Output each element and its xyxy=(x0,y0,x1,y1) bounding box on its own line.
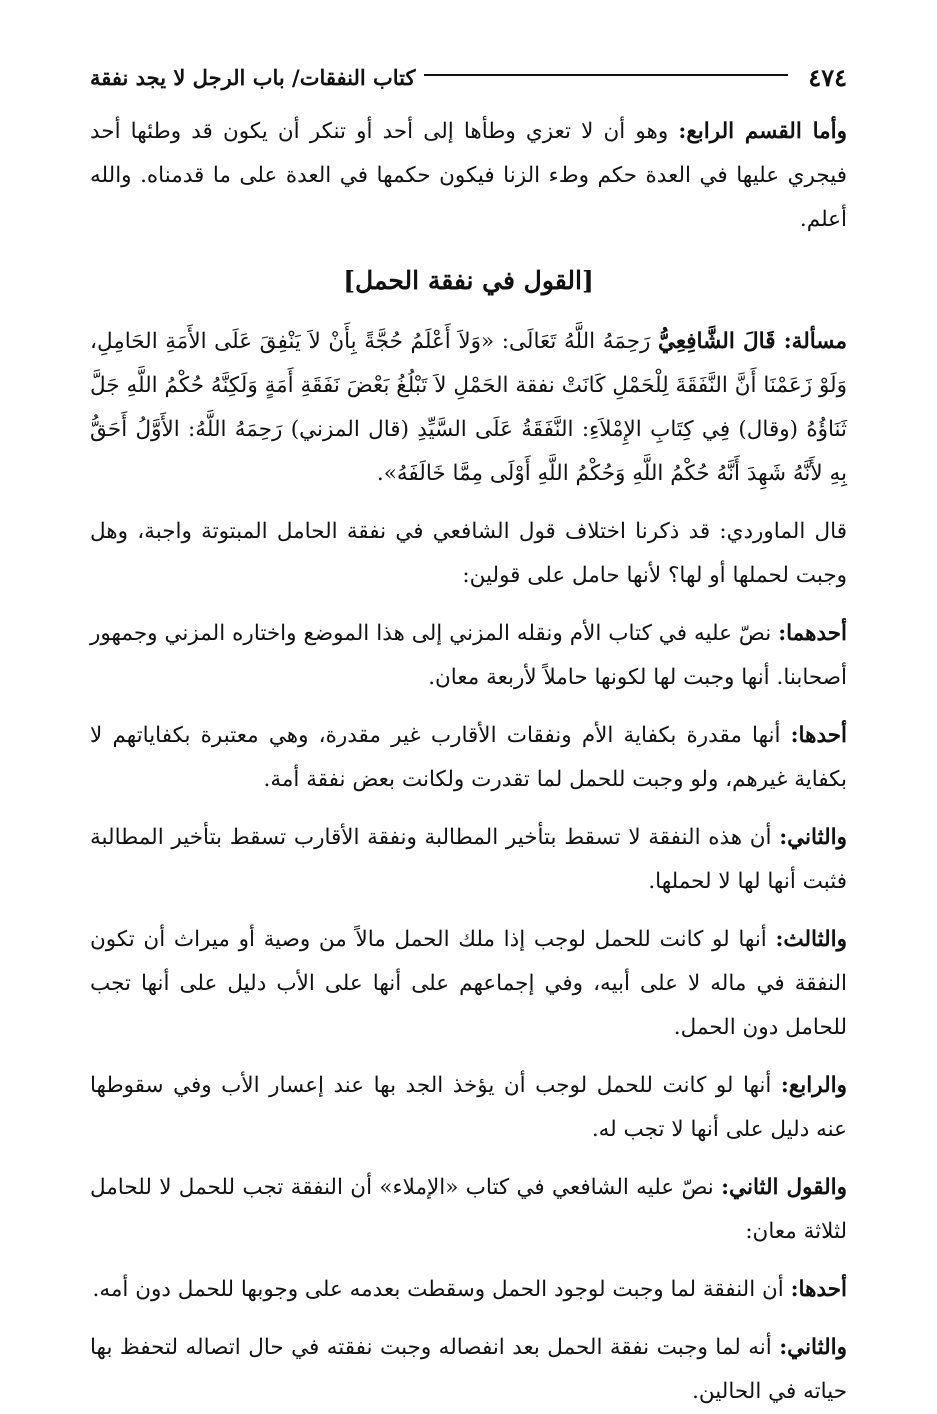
paragraph-text: نصّ عليه في كتاب الأم ونقله المزني إلى هذا الموضع واختاره المزني وجمهور أصحابنا. أنها وجبت لها لكونها حاملاً لأربعة معان. xyxy=(90,621,847,690)
paragraph-text: أنها لو كانت للحمل لوجب أن يؤخذ الجد بها عند إعسار الأب وفي سقوطها عنه دليل على أنها لا تجب له. xyxy=(90,1073,847,1142)
page-body xyxy=(90,110,847,1414)
paragraph-lead: وأما القسم الرابع: xyxy=(678,119,848,144)
paragraph-text: أنها مقدرة بكفاية الأم ونفقات الأقارب غير مقدرة، وهي معتبرة بكفاياتهم لا بكفاية غيرهم، ولو وجبت للحمل لما تقدرت ولكانت بعض نفقة أمة. xyxy=(90,723,847,792)
paragraph-lead: مسألة: قَالَ الشَّافِعِيُّ xyxy=(657,329,847,354)
paragraph xyxy=(90,816,847,904)
paragraph xyxy=(90,1166,847,1254)
paragraph xyxy=(90,1268,847,1312)
paragraph-lead: أحدهما: xyxy=(778,621,847,646)
paragraph-text: قال الماوردي: قد ذكرنا اختلاف قول الشافعي في نفقة الحامل المبتوتة واجبة، وهل وجبت لحملها أو لها؟ لأنها حامل على قولين: xyxy=(90,519,847,588)
page-number: ٤٧٤ xyxy=(808,62,847,92)
paragraph-lead: والقول الثاني: xyxy=(721,1175,847,1200)
paragraph-lead: أحدها: xyxy=(790,723,847,748)
paragraph xyxy=(90,510,847,598)
paragraph-lead: والثاني: xyxy=(779,825,847,850)
paragraph-text: نصّ عليه الشافعي في كتاب «الإملاء» أن النفقة تجب للحمل لا للحامل لثلاثة معان: xyxy=(90,1175,847,1244)
paragraph-text: وهو أن لا تعزي وطأها إلى أحد أو تنكر أن يكون قد وطئها أحد فيجري عليها في العدة حكم وطء الزنا فيكون حكمها في العدة على ما قدمناه. والله أعلم. xyxy=(90,119,847,232)
paragraph xyxy=(90,918,847,1050)
paragraph xyxy=(90,612,847,700)
page-header xyxy=(90,56,847,98)
paragraph-lead: والثالث: xyxy=(775,927,847,952)
paragraph-text: أنه لما وجبت نفقة الحمل بعد انفصاله وجبت نفقته في حال اتصاله لتحفظ بها حياته في الحالين. xyxy=(90,1335,847,1404)
paragraph xyxy=(90,1326,847,1414)
paragraph xyxy=(90,1064,847,1152)
paragraph-lead: أحدها: xyxy=(790,1277,847,1302)
paragraph-text: أن هذه النفقة لا تسقط بتأخير المطالبة ونفقة الأقارب تسقط بتأخير المطالبة فثبت أنها لها لا لحملها. xyxy=(90,825,847,894)
paragraph-text: رَحِمَهُ اللَّهُ تَعَالَى: «وَلاَ أَعْلَمُ حُجَّةً بِأَنْ لاَ يَنْفِقَ عَلَى الأَمَةِ الحَامِلِ، وَلَوْ زَعَمْنَا أَنَّ النَّفَقَةَ لِلْحَمْلِ كَانَتْ نفقة الحَمْلِ لاَ تَبْلُغُ بَعْضَ نَفَقَةِ أَمَةٍ وَلَكِنَّهُ حُكْمُ اللَّهِ جَلَّ ثَنَاؤُهُ (وقال) فِي كِتَابِ الإِمْلاَءِ: النَّفَقَةُ عَلَى السَّيِّدِ (قال المزني) رَحِمَهُ اللَّهُ: الأَوَّلُ أَحَقُّ بِهِ لأَنَّهُ شَهِدَ أَنَّهُ حُكْمُ اللَّهِ وَحُكْمُ اللَّهِ أَوْلَى مِمَّا خَالَفَهُ». xyxy=(90,329,847,486)
paragraph xyxy=(90,110,847,242)
paragraph-text: أنها لو كانت للحمل لوجب إذا ملك الحمل مالاً من وصية أو ميراث أن تكون النفقة في ماله لا على أبيه، وفي إجماعهم على أنها على الأب دليل على أنها تجب للحامل دون الحمل. xyxy=(90,927,847,1040)
section-heading: [القول في نفقة الحمل] xyxy=(343,266,594,295)
paragraph xyxy=(90,714,847,802)
running-title: كتاب النفقات/ باب الرجل لا يجد نفقة xyxy=(90,64,416,90)
header-rule xyxy=(424,74,789,76)
paragraph-lead: والرابع: xyxy=(780,1073,847,1098)
paragraph xyxy=(90,320,847,496)
paragraph-lead: والثاني: xyxy=(779,1335,847,1360)
paragraph-text: أن النفقة لما وجبت لوجود الحمل وسقطت بعدمه على وجوبها للحمل دون أمه. xyxy=(92,1277,791,1302)
